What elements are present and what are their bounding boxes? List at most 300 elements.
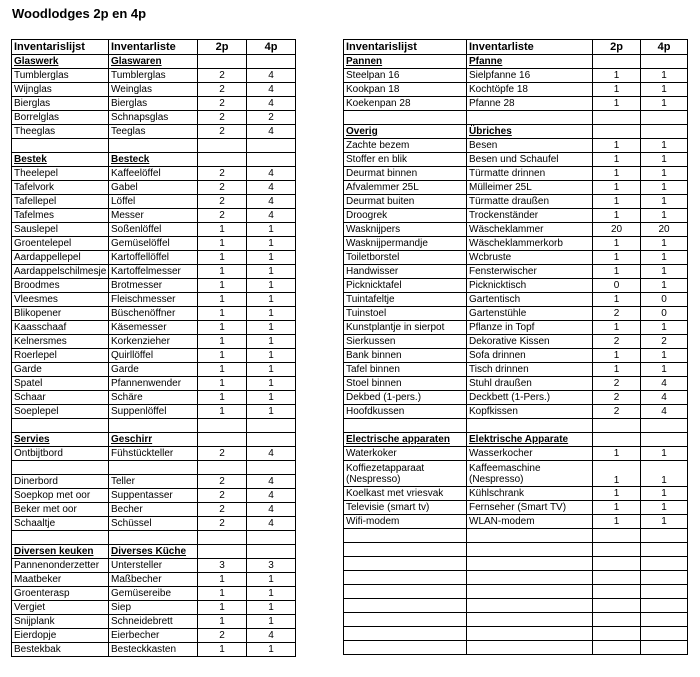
header-dutch: Inventarislijst xyxy=(344,40,467,55)
qty-2p: 1 xyxy=(198,335,247,349)
empty-cell xyxy=(641,529,688,543)
qty-2p: 1 xyxy=(593,209,641,223)
empty-cell xyxy=(593,419,641,433)
section-header-row xyxy=(12,545,296,559)
item-dutch: Broodmes xyxy=(12,279,109,293)
table-row xyxy=(12,335,296,349)
item-dutch: Maatbeker xyxy=(12,573,109,587)
empty-cell xyxy=(344,599,467,613)
table-row xyxy=(12,391,296,405)
qty-4p: 1 xyxy=(641,97,688,111)
qty-2p: 1 xyxy=(198,391,247,405)
qty-4p: 1 xyxy=(247,601,296,615)
qty-2p: 1 xyxy=(593,461,641,487)
item-dutch: Deurmat binnen xyxy=(344,167,467,181)
item-german: Stuhl draußen xyxy=(467,377,593,391)
table-row xyxy=(12,125,296,139)
table-row xyxy=(12,321,296,335)
empty-cell xyxy=(344,543,467,557)
blank-row xyxy=(344,599,688,613)
empty-cell xyxy=(467,557,593,571)
item-dutch: Picknicktafel xyxy=(344,279,467,293)
item-german: Gartenstühle xyxy=(467,307,593,321)
section-header-row xyxy=(344,125,688,139)
table-row xyxy=(12,405,296,419)
item-dutch: Roerlepel xyxy=(12,349,109,363)
table-row xyxy=(344,321,688,335)
item-german: Gemüselöffel xyxy=(109,237,198,251)
qty-2p: 2 xyxy=(198,111,247,125)
item-dutch: Handwisser xyxy=(344,265,467,279)
qty-2p: 1 xyxy=(593,293,641,307)
item-german: Wcbruste xyxy=(467,251,593,265)
item-german: Korkenzieher xyxy=(109,335,198,349)
qty-4p: 4 xyxy=(247,447,296,461)
empty-cell xyxy=(641,419,688,433)
item-german: Schneidebrett xyxy=(109,615,198,629)
qty-4p: 1 xyxy=(641,349,688,363)
item-german: Teeglas xyxy=(109,125,198,139)
qty-4p: 1 xyxy=(641,237,688,251)
empty-cell xyxy=(198,531,247,545)
qty-2p: 2 xyxy=(593,391,641,405)
blank-row xyxy=(12,531,296,545)
empty-cell xyxy=(467,627,593,641)
empty-cell xyxy=(467,641,593,655)
item-dutch: Tuinstoel xyxy=(344,307,467,321)
empty-cell xyxy=(467,529,593,543)
qty-2p: 2 xyxy=(198,195,247,209)
table-row xyxy=(344,447,688,461)
section-name-german: Geschirr xyxy=(109,433,198,447)
empty-cell xyxy=(593,529,641,543)
empty-cell xyxy=(247,545,296,559)
item-dutch: Soeplepel xyxy=(12,405,109,419)
table-row xyxy=(12,195,296,209)
qty-4p: 1 xyxy=(247,615,296,629)
qty-2p: 1 xyxy=(593,181,641,195)
qty-2p: 1 xyxy=(198,251,247,265)
item-german: Löffel xyxy=(109,195,198,209)
qty-4p: 4 xyxy=(247,181,296,195)
section-name-dutch: Electrische apparaten xyxy=(344,433,467,447)
item-german: Bierglas xyxy=(109,97,198,111)
empty-cell xyxy=(641,125,688,139)
qty-4p: 4 xyxy=(641,405,688,419)
empty-cell xyxy=(641,55,688,69)
item-german: Suppenlöffel xyxy=(109,405,198,419)
table-row xyxy=(12,167,296,181)
qty-4p: 1 xyxy=(247,265,296,279)
item-german: Eierbecher xyxy=(109,629,198,643)
blank-row xyxy=(344,613,688,627)
item-dutch: Schaar xyxy=(12,391,109,405)
header-row xyxy=(344,40,688,55)
qty-4p: 4 xyxy=(247,195,296,209)
item-german: Sielpfanne 16 xyxy=(467,69,593,83)
empty-cell xyxy=(593,627,641,641)
item-dutch: Schaaltje xyxy=(12,517,109,531)
qty-2p: 1 xyxy=(198,601,247,615)
section-name-german: Elektrische Apparate xyxy=(467,433,593,447)
qty-2p: 1 xyxy=(593,447,641,461)
table-row xyxy=(344,349,688,363)
section-name-dutch: Pannen xyxy=(344,55,467,69)
item-dutch: Kelnersmes xyxy=(12,335,109,349)
qty-2p: 1 xyxy=(593,195,641,209)
qty-4p: 1 xyxy=(247,237,296,251)
item-german: Gabel xyxy=(109,181,198,195)
table-row xyxy=(344,83,688,97)
table-row xyxy=(12,97,296,111)
item-dutch: Wasknijpers xyxy=(344,223,467,237)
qty-4p: 1 xyxy=(247,377,296,391)
qty-4p: 20 xyxy=(641,223,688,237)
empty-cell xyxy=(247,55,296,69)
blank-row xyxy=(344,571,688,585)
table-row xyxy=(12,489,296,503)
item-dutch: Televisie (smart tv) xyxy=(344,501,467,515)
item-german: Mülleimer 25L xyxy=(467,181,593,195)
inventory-table-left xyxy=(11,39,296,657)
section-name-german: Besteck xyxy=(109,153,198,167)
empty-cell xyxy=(467,599,593,613)
empty-cell xyxy=(198,55,247,69)
empty-cell xyxy=(641,599,688,613)
item-german: Fleischmesser xyxy=(109,293,198,307)
item-german: Türmatte draußen xyxy=(467,195,593,209)
empty-cell xyxy=(641,571,688,585)
table-row xyxy=(344,265,688,279)
empty-cell xyxy=(109,461,198,475)
item-dutch: Tafelmes xyxy=(12,209,109,223)
item-german: Fensterwischer xyxy=(467,265,593,279)
table-row xyxy=(12,629,296,643)
qty-2p: 2 xyxy=(593,307,641,321)
item-dutch: Toiletborstel xyxy=(344,251,467,265)
table-row xyxy=(344,97,688,111)
qty-4p: 3 xyxy=(247,559,296,573)
empty-cell xyxy=(344,529,467,543)
blank-row xyxy=(344,529,688,543)
item-german: Soßenlöffel xyxy=(109,223,198,237)
qty-2p: 2 xyxy=(593,405,641,419)
table-row xyxy=(344,69,688,83)
qty-2p: 2 xyxy=(198,181,247,195)
empty-cell xyxy=(12,531,109,545)
item-dutch: Deurmat buiten xyxy=(344,195,467,209)
item-dutch: Borrelglas xyxy=(12,111,109,125)
item-dutch: Aardappellepel xyxy=(12,251,109,265)
empty-cell xyxy=(344,557,467,571)
item-german: Deckbett (1-Pers.) xyxy=(467,391,593,405)
empty-cell xyxy=(593,599,641,613)
empty-cell xyxy=(467,419,593,433)
qty-2p: 1 xyxy=(198,265,247,279)
item-dutch: Theelepel xyxy=(12,167,109,181)
empty-cell xyxy=(344,641,467,655)
item-dutch: Bank binnen xyxy=(344,349,467,363)
section-name-dutch: Glaswerk xyxy=(12,55,109,69)
qty-4p: 2 xyxy=(247,111,296,125)
qty-2p: 1 xyxy=(593,321,641,335)
qty-4p: 1 xyxy=(641,167,688,181)
item-dutch: Hoofdkussen xyxy=(344,405,467,419)
item-german: Fühstückteller xyxy=(109,447,198,461)
qty-2p: 1 xyxy=(198,615,247,629)
table-row xyxy=(344,209,688,223)
item-dutch: Droogrek xyxy=(344,209,467,223)
empty-cell xyxy=(198,419,247,433)
qty-2p: 2 xyxy=(198,447,247,461)
qty-4p: 4 xyxy=(247,489,296,503)
table-row xyxy=(344,195,688,209)
empty-cell xyxy=(467,613,593,627)
item-german: Pflanze in Topf xyxy=(467,321,593,335)
table-row xyxy=(344,515,688,529)
header-dutch: Inventarislijst xyxy=(12,40,109,55)
qty-2p: 1 xyxy=(198,363,247,377)
item-german: Teller xyxy=(109,475,198,489)
qty-2p: 2 xyxy=(198,97,247,111)
section-header-row xyxy=(12,433,296,447)
item-german: Messer xyxy=(109,209,198,223)
qty-2p: 2 xyxy=(593,335,641,349)
item-german: Trockenständer xyxy=(467,209,593,223)
table-row xyxy=(344,487,688,501)
item-dutch: Bierglas xyxy=(12,97,109,111)
section-name-dutch: Servies xyxy=(12,433,109,447)
qty-4p: 4 xyxy=(247,83,296,97)
qty-4p: 1 xyxy=(247,279,296,293)
empty-cell xyxy=(593,111,641,125)
item-german: Wasserkocher xyxy=(467,447,593,461)
blank-row xyxy=(344,543,688,557)
qty-2p: 1 xyxy=(198,643,247,657)
qty-4p: 1 xyxy=(247,223,296,237)
qty-2p: 1 xyxy=(593,83,641,97)
empty-cell xyxy=(12,419,109,433)
empty-cell xyxy=(344,585,467,599)
qty-2p: 1 xyxy=(593,153,641,167)
item-german: Türmatte drinnen xyxy=(467,167,593,181)
item-german: Maßbecher xyxy=(109,573,198,587)
qty-2p: 1 xyxy=(593,97,641,111)
qty-4p: 1 xyxy=(641,181,688,195)
table-row xyxy=(12,223,296,237)
qty-2p: 1 xyxy=(198,405,247,419)
empty-cell xyxy=(109,531,198,545)
item-dutch: Tuintafeltje xyxy=(344,293,467,307)
qty-4p: 1 xyxy=(247,573,296,587)
item-german: Kartoffellöffel xyxy=(109,251,198,265)
inventory-table-right xyxy=(343,39,688,655)
empty-cell xyxy=(593,55,641,69)
qty-2p: 2 xyxy=(198,125,247,139)
empty-cell xyxy=(593,433,641,447)
empty-cell xyxy=(593,543,641,557)
item-dutch: Ontbijtbord xyxy=(12,447,109,461)
blank-row xyxy=(344,111,688,125)
qty-2p: 20 xyxy=(593,223,641,237)
item-german: Dekorative Kissen xyxy=(467,335,593,349)
qty-4p: 1 xyxy=(641,515,688,529)
item-german: Wäscheklammerkorb xyxy=(467,237,593,251)
item-german: Brotmesser xyxy=(109,279,198,293)
empty-cell xyxy=(641,613,688,627)
empty-cell xyxy=(641,433,688,447)
empty-cell xyxy=(247,419,296,433)
item-dutch: Tafelvork xyxy=(12,181,109,195)
qty-2p: 1 xyxy=(593,363,641,377)
qty-2p: 1 xyxy=(198,573,247,587)
section-name-dutch: Bestek xyxy=(12,153,109,167)
table-row xyxy=(12,111,296,125)
qty-4p: 1 xyxy=(641,501,688,515)
table-row xyxy=(12,503,296,517)
table-row xyxy=(12,181,296,195)
qty-2p: 1 xyxy=(593,515,641,529)
table-row xyxy=(344,279,688,293)
blank-row xyxy=(344,585,688,599)
qty-4p: 4 xyxy=(641,377,688,391)
header-german: Inventarliste xyxy=(467,40,593,55)
qty-2p: 3 xyxy=(198,559,247,573)
empty-cell xyxy=(247,531,296,545)
table-row xyxy=(344,461,688,487)
section-name-german: Diverses Küche xyxy=(109,545,198,559)
item-dutch: Afvalemmer 25L xyxy=(344,181,467,195)
item-dutch: Aardappelschilmesje xyxy=(12,265,109,279)
section-name-german: Übriches xyxy=(467,125,593,139)
qty-4p: 4 xyxy=(247,629,296,643)
qty-2p: 2 xyxy=(198,475,247,489)
table-row xyxy=(12,363,296,377)
table-row xyxy=(12,377,296,391)
item-dutch: Blikopener xyxy=(12,307,109,321)
header-row xyxy=(12,40,296,55)
blank-row xyxy=(12,419,296,433)
item-dutch: Eierdopje xyxy=(12,629,109,643)
table-row xyxy=(12,209,296,223)
table-row xyxy=(12,601,296,615)
header-german: Inventarliste xyxy=(109,40,198,55)
item-german: Suppentasser xyxy=(109,489,198,503)
table-row xyxy=(344,237,688,251)
qty-2p: 1 xyxy=(593,69,641,83)
qty-4p: 1 xyxy=(641,209,688,223)
qty-4p: 4 xyxy=(247,475,296,489)
empty-cell xyxy=(198,153,247,167)
blank-row xyxy=(344,557,688,571)
empty-cell xyxy=(247,139,296,153)
table-row xyxy=(344,391,688,405)
qty-4p: 1 xyxy=(641,487,688,501)
section-name-german: Pfanne xyxy=(467,55,593,69)
item-german: Quirllöffel xyxy=(109,349,198,363)
item-dutch: Sauslepel xyxy=(12,223,109,237)
qty-4p: 1 xyxy=(247,587,296,601)
empty-cell xyxy=(344,571,467,585)
section-header-row xyxy=(12,153,296,167)
table-row xyxy=(12,517,296,531)
table-row xyxy=(12,349,296,363)
item-german: Picknicktisch xyxy=(467,279,593,293)
table-row xyxy=(12,307,296,321)
empty-cell xyxy=(467,585,593,599)
qty-4p: 1 xyxy=(247,643,296,657)
qty-4p: 4 xyxy=(247,69,296,83)
item-german: Besen xyxy=(467,139,593,153)
item-german: Tumblerglas xyxy=(109,69,198,83)
empty-cell xyxy=(593,613,641,627)
item-dutch: Groenterasp xyxy=(12,587,109,601)
item-dutch: Tumblerglas xyxy=(12,69,109,83)
table-row xyxy=(344,405,688,419)
qty-2p: 1 xyxy=(198,237,247,251)
table-row xyxy=(344,153,688,167)
qty-4p: 1 xyxy=(641,447,688,461)
qty-4p: 2 xyxy=(641,335,688,349)
item-dutch: Bestekbak xyxy=(12,643,109,657)
item-german: Sofa drinnen xyxy=(467,349,593,363)
table-row xyxy=(12,293,296,307)
qty-2p: 1 xyxy=(198,307,247,321)
qty-4p: 4 xyxy=(247,503,296,517)
empty-cell xyxy=(344,613,467,627)
item-german: Siep xyxy=(109,601,198,615)
item-german: Gartentisch xyxy=(467,293,593,307)
section-name-german: Glaswaren xyxy=(109,55,198,69)
blank-row xyxy=(12,461,296,475)
item-dutch: Kunstplantje in sierpot xyxy=(344,321,467,335)
qty-4p: 1 xyxy=(641,153,688,167)
item-dutch: Vleesmes xyxy=(12,293,109,307)
blank-row xyxy=(344,641,688,655)
table-row xyxy=(12,559,296,573)
qty-4p: 0 xyxy=(641,307,688,321)
section-header-row xyxy=(344,55,688,69)
empty-cell xyxy=(247,153,296,167)
table-row xyxy=(12,643,296,657)
empty-cell xyxy=(593,585,641,599)
item-dutch: Soepkop met oor xyxy=(12,489,109,503)
empty-cell xyxy=(467,111,593,125)
qty-2p: 2 xyxy=(198,517,247,531)
qty-2p: 1 xyxy=(198,321,247,335)
item-dutch: Zachte bezem xyxy=(344,139,467,153)
qty-4p: 4 xyxy=(247,209,296,223)
qty-2p: 2 xyxy=(198,209,247,223)
qty-2p: 1 xyxy=(593,237,641,251)
table-row xyxy=(344,307,688,321)
qty-2p: 2 xyxy=(198,629,247,643)
qty-4p: 1 xyxy=(247,335,296,349)
item-german: WLAN-modem xyxy=(467,515,593,529)
table-row xyxy=(344,223,688,237)
item-dutch: Wijnglas xyxy=(12,83,109,97)
table-row xyxy=(12,83,296,97)
qty-4p: 1 xyxy=(641,279,688,293)
qty-4p: 0 xyxy=(641,293,688,307)
qty-4p: 1 xyxy=(247,307,296,321)
table-row xyxy=(12,265,296,279)
item-dutch: Snijplank xyxy=(12,615,109,629)
qty-4p: 4 xyxy=(247,97,296,111)
table-row xyxy=(12,587,296,601)
item-german: Besen und Schaufel xyxy=(467,153,593,167)
qty-4p: 1 xyxy=(247,349,296,363)
